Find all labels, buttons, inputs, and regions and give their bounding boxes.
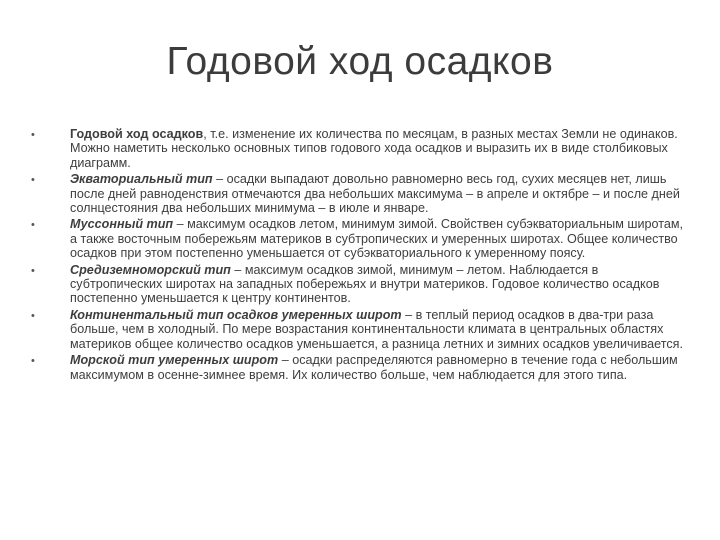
- bullet-list: [0, 127, 720, 384]
- list-item: [0, 353, 720, 382]
- bullet-icon: •: [31, 355, 35, 368]
- bullet-icon: •: [31, 129, 35, 141]
- list-item: [0, 217, 720, 260]
- list-item: [0, 127, 720, 170]
- bullet-icon: •: [31, 264, 35, 277]
- bullet-text: – в теплый период осадков в два-три раза больше, чем в холодный. По мере возрастания континентальности климата в центральных областях материков общее количество осадков уменьшается, а разница летних и зимних осадков увеличивается.: [70, 307, 683, 351]
- list-item: [0, 263, 720, 306]
- bullet-text: – максимум осадков зимой, минимум – летом. Наблюдается в субтропических широтах на западных побережьях и внутри материков. Годовое количество осадков постепенно уменьшается к центру континентов.: [70, 262, 660, 306]
- bullet-term: Средиземноморский тип: [70, 262, 231, 277]
- bullet-term: Муссонный тип: [70, 217, 174, 232]
- list-item: [0, 308, 720, 351]
- bullet-text: – осадки выпадают довольно равномерно весь год, сухих месяцев нет, лишь после дней равноденствия отмечаются два небольших максимума – в апреле и октябре – и после дней солнцестояния два небольших минимума – в июле и январе.: [70, 172, 680, 216]
- bullet-term: Морской тип умеренных широт: [70, 353, 279, 368]
- bullet-icon: •: [31, 309, 35, 322]
- bullet-text: – максимум осадков летом, минимум зимой. Свойствен субэкваториальным широтам, а также восточным побережьям материков в субтропических и умеренных широтах. Общее количество осадков при этом постепенно уменьшается от субэкваториального к умеренному поясу.: [70, 217, 684, 261]
- bullet-term: Континентальный тип осадков умеренных широт: [70, 307, 402, 322]
- list-item: [0, 172, 720, 215]
- bullet-text: – осадки распределяются равномерно в течение года с небольшим максимумом в осенне-зимнее время. Их количество больше, чем наблюдается для этого типа.: [70, 353, 678, 382]
- bullet-icon: •: [31, 219, 35, 232]
- bullet-term: Годовой ход осадков: [70, 127, 204, 141]
- bullet-term: Экваториальный тип: [70, 172, 213, 187]
- bullet-text: , т.е. изменение их количества по месяцам, в разных местах Земли не одинаков. Можно наметить несколько основных типов годового хода осадков и выразить их в виде столбиковых диаграмм.: [70, 127, 678, 170]
- bullet-icon: •: [31, 174, 35, 187]
- slide-title: Годовой ход осадков: [166, 40, 554, 83]
